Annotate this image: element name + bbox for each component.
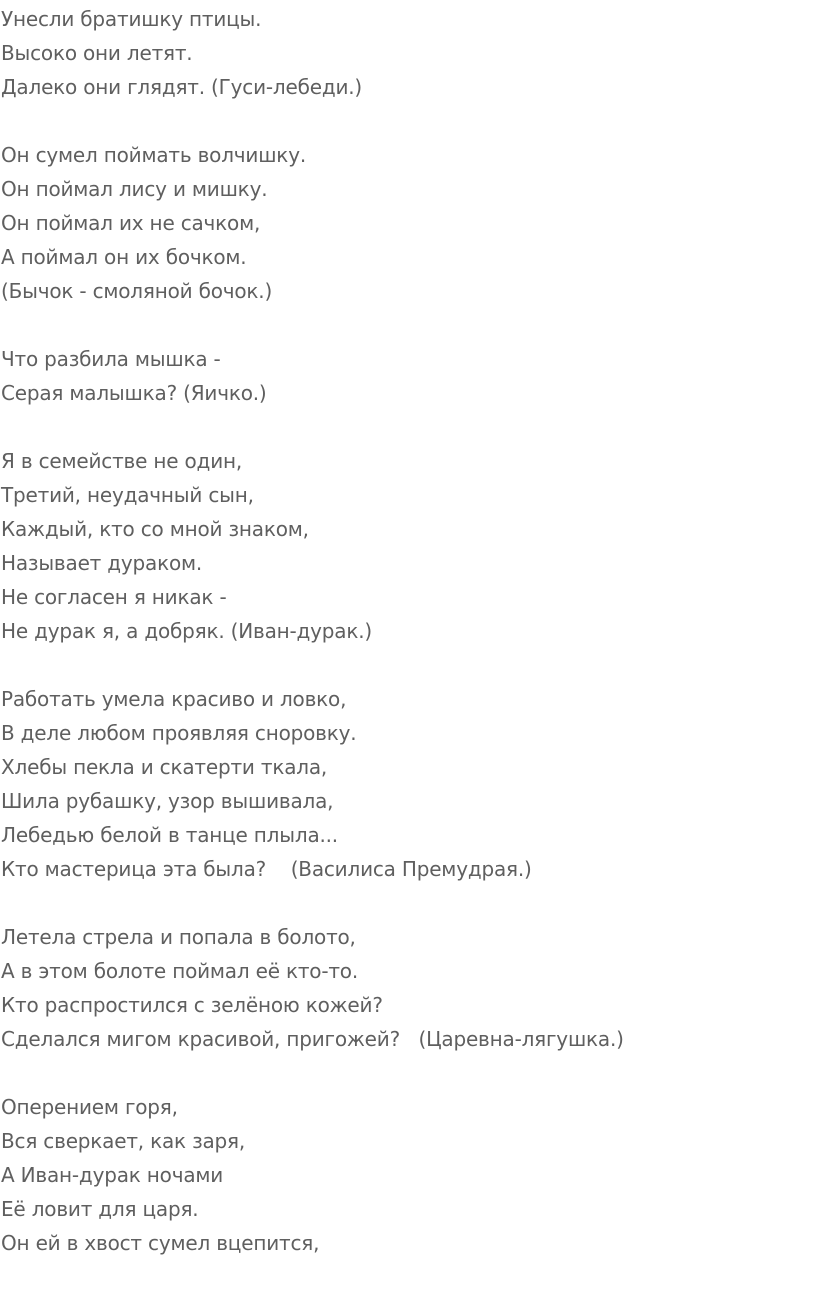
- text-line: Шила рубашку, узор вышивала,: [1, 789, 334, 813]
- text-line: Летела стрела и попала в болото,: [1, 925, 356, 949]
- text-line: А поймал он их бочком.: [1, 245, 247, 269]
- riddle-stanza-3: [1, 342, 816, 410]
- text-line: Он поймал их не сачком,: [1, 211, 261, 235]
- text-line: Он ей в хвост сумел вцепится,: [1, 1231, 320, 1255]
- text-line: Он поймал лису и мишку.: [1, 177, 268, 201]
- text-line: Он сумел поймать волчишку.: [1, 143, 306, 167]
- text-line: Унесли братишку птицы.: [1, 7, 262, 31]
- text-line: Кто распростился с зелёною кожей?: [1, 993, 383, 1017]
- riddle-stanza-1: [1, 2, 816, 104]
- riddle-stanza-7: [1, 1090, 816, 1260]
- text-line: Не дурак я, а добряк. (Иван-дурак.): [1, 619, 372, 643]
- text-line: А в этом болоте поймал её кто-то.: [1, 959, 358, 983]
- text-line: Третий, неудачный сын,: [1, 483, 254, 507]
- riddle-stanza-6: [1, 920, 816, 1056]
- text-line: Кто мастерица эта была? (Василиса Премудрая.): [1, 857, 532, 881]
- text-line: Серая малышка? (Яичко.): [1, 381, 267, 405]
- text-line: Высоко они летят.: [1, 41, 193, 65]
- riddle-stanza-4: [1, 444, 816, 648]
- text-line: В деле любом проявляя сноровку.: [1, 721, 357, 745]
- text-line: Лебедью белой в танце плыла...: [1, 823, 338, 847]
- text-line: Работать умела красиво и ловко,: [1, 687, 347, 711]
- riddle-stanza-2: [1, 138, 816, 308]
- text-line: Называет дураком.: [1, 551, 203, 575]
- text-line: Далеко они глядят. (Гуси-лебеди.): [1, 75, 363, 99]
- text-line: Не согласен я никак -: [1, 585, 227, 609]
- text-line: Вся сверкает, как заря,: [1, 1129, 246, 1153]
- text-line: А Иван-дурак ночами: [1, 1163, 224, 1187]
- text-line: Сделался мигом красивой, пригожей? (Царевна-лягушка.): [1, 1027, 624, 1051]
- text-line: Оперением горя,: [1, 1095, 178, 1119]
- text-line: Что разбила мышка -: [1, 347, 221, 371]
- text-line: Её ловит для царя.: [1, 1197, 199, 1221]
- text-line: Каждый, кто со мной знаком,: [1, 517, 309, 541]
- text-line: Хлебы пекла и скатерти ткала,: [1, 755, 328, 779]
- text-line: Я в семействе не один,: [1, 449, 243, 473]
- text-line: (Бычок - смоляной бочок.): [1, 279, 273, 303]
- riddle-stanza-5: [1, 682, 816, 886]
